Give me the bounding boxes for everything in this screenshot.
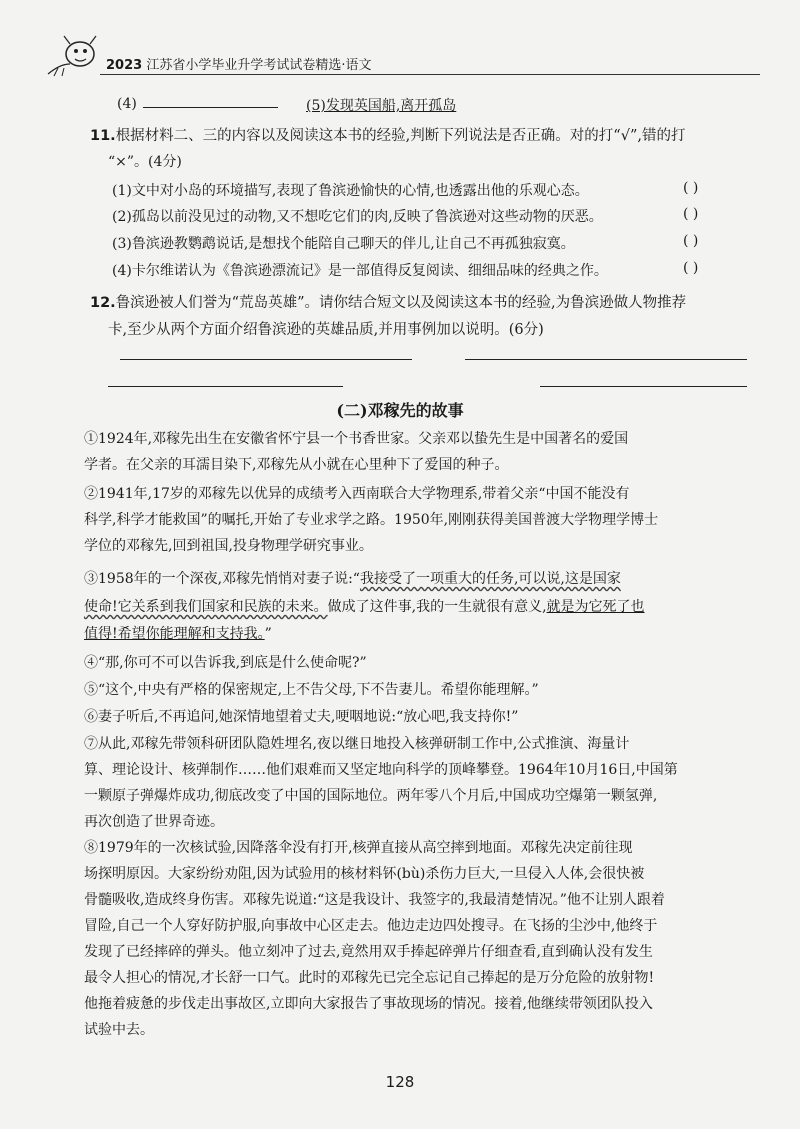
q11-answer-paren-3[interactable]: ( )	[683, 233, 699, 249]
answer-line[interactable]	[108, 386, 343, 387]
cartoon-logo-icon	[40, 30, 110, 80]
q11-statement-3: (3)鲁滨逊教鹦鹉说话,是想找个能陪自己聊天的伴儿,让自己不再孤独寂寞。	[112, 236, 575, 252]
paragraph-8: ⑧1979年的一次核试验,因降落伞没有打开,核弹直接从高空摔到地面。邓稼先决定前往现 场探明原因。大家纷纷劝阻,因为试验用的核材料钚(bù)杀伤力巨大,一旦侵入人体,会很快被 骨髓吸收,造成终身伤害。邓稼先说道:“这是我设计、我签字的,我最清楚情况。”他不让别人跟着 冒险,自己一个人穿好防护服,向事故中心区走去。他边走边四处搜寻。在飞扬的尘沙中,他终于 发现了已经摔碎的弹头。他立刻冲了过去,竟然用双手捧起碎弹片仔细查看,直到确认没有发生 最令人担心的情况,才长舒一口气。此时的邓稼先已完全忘记自己捧起的是万分危险的放射物! 他拖着疲惫的步伐走出事故区,立即向大家报告了事故现场的情况。接着,他继续带领团队投入 试验中去。	[84, 840, 665, 1038]
q11-statement-1: (1)文中对小岛的环境描写,表现了鲁滨逊愉快的心情,也透露出他的乐观心态。	[112, 183, 589, 199]
answer-line[interactable]	[120, 359, 412, 360]
q10-item-4: (4)	[117, 95, 284, 112]
underlined-text: 值得!希望你能理解和支持我。	[84, 626, 265, 642]
paragraph-5: ⑤“这个,中央有严格的保密规定,上不告父母,下不告妻儿。希望你能理解。”	[84, 682, 539, 698]
section-title: (二)邓稼先的故事	[336, 401, 464, 420]
paragraph-1: ①1924年,邓稼先出生在安徽省怀宁县一个书香世家。父亲邓以蛰先生是中国著名的爱国 学者。在父亲的耳濡目染下,邓稼先从小就在心里种下了爱国的种子。	[84, 431, 629, 473]
page-header	[40, 30, 760, 80]
q11-prompt-line1: 11.根据材料二、三的内容以及阅读这本书的经验,判断下列说法是否正确。对的打“√”,错的打	[90, 128, 686, 144]
underlined-text: 就是为它死了也	[546, 599, 645, 615]
q11-answer-paren-4[interactable]: ( )	[683, 260, 699, 276]
answer-line[interactable]	[465, 359, 747, 360]
wavy-underlined-text: 使命!它关系到我们国家和民族的未来。	[84, 599, 328, 615]
answer-blank[interactable]	[143, 95, 278, 108]
q11-answer-paren-2[interactable]: ( )	[683, 206, 699, 222]
paragraph-3-line1: ③1958年的一个深夜,邓稼先悄悄对妻子说:“我接受了一项重大的任务,可以说,这是国家	[84, 571, 621, 587]
answer-line[interactable]	[540, 386, 747, 387]
page-number: 128	[385, 1073, 415, 1091]
q11-statement-2: (2)孤岛以前没见过的动物,又不想吃它们的肉,反映了鲁滨逊对这些动物的厌恶。	[112, 209, 603, 225]
question-number: 11.	[90, 128, 116, 144]
q12-prompt-line1: 12.鲁滨逊被人们誉为“荒岛英雄”。请你结合短文以及阅读这本书的经验,为鲁滨逊做人物推荐	[90, 295, 687, 311]
q11-answer-paren-1[interactable]: ( )	[683, 180, 699, 196]
q10-item-5: (5)发现英国船,离开孤岛	[306, 98, 457, 114]
q11-statement-4: (4)卡尔维诺认为《鲁滨逊漂流记》是一部值得反复阅读、细细品味的经典之作。	[112, 263, 608, 279]
paragraph-6: ⑥妻子听后,不再追问,她深情地望着丈夫,哽咽地说:“放心吧,我支持你!”	[84, 709, 519, 725]
paragraph-2: ②1941年,17岁的邓稼先以优异的成绩考入西南联合大学物理系,带着父亲“中国不能没有 科学,科学才能救国”的嘱托,开始了专业求学之路。1950年,刚刚获得美国普渡大学物理学博士 学位的邓稼先,回到祖国,投身物理学研究事业。	[84, 486, 659, 554]
q11-prompt-line2: “×”。(4分)	[108, 154, 182, 170]
paragraph-3-line3: 值得!希望你能理解和支持我。”	[84, 626, 272, 642]
question-number: 12.	[90, 295, 116, 311]
wavy-underlined-text: 我接受了一项重大的任务,可以说,这是国家	[359, 571, 621, 587]
header-title: 2023 江苏省小学毕业升学考试试卷精选·语文	[106, 58, 372, 73]
paragraph-3-line2: 使命!它关系到我们国家和民族的未来。做成了这件事,我的一生就很有意义,就是为它死了也	[84, 599, 645, 615]
q12-prompt-line2: 卡,至少从两个方面介绍鲁滨逊的英雄品质,并用事例加以说明。(6分)	[108, 322, 544, 338]
paragraph-7: ⑦从此,邓稼先带领科研团队隐姓埋名,夜以继日地投入核弹研制工作中,公式推演、海量计 算、理论设计、核弹制作……他们艰难而又坚定地向科学的顶峰攀登。1964年10月16日,中国第 一颗原子弹爆炸成功,彻底改变了中国的国际地位。两年零八个月后,中国成功空爆第一颗氢弹, 再次创造了世界奇迹。	[84, 736, 678, 830]
header-divider	[100, 74, 760, 75]
paragraph-4: ④“那,你可不可以告诉我,到底是什么使命呢?”	[84, 655, 367, 671]
